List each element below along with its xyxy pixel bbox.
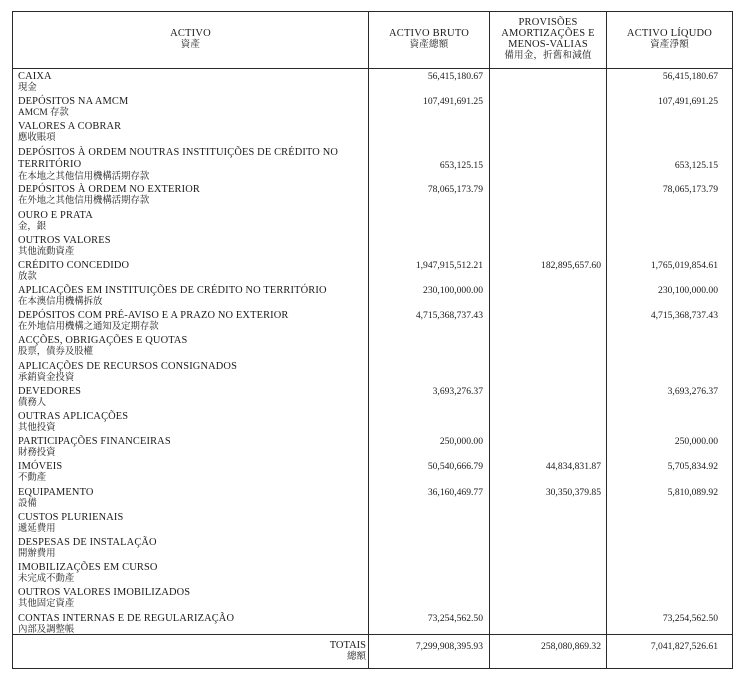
header-label: ACTIVO BRUTO xyxy=(388,28,470,39)
table-row xyxy=(13,612,732,637)
totals-label xyxy=(330,640,366,663)
row-label-pt: OUTRAS APLICAÇÕES xyxy=(18,411,129,423)
total-activo-liquido: 7,041,827,526.61 xyxy=(650,641,718,652)
table-row xyxy=(13,536,732,561)
row-label-zh: 在本地之其他信用機構活期存款 xyxy=(18,171,150,182)
activo-liquido-value: 230,100,000.00 xyxy=(658,285,718,297)
row-label-zh: AMCM 存款 xyxy=(18,108,69,119)
row-label-pt: DESPESAS DE INSTALAÇÃO xyxy=(18,536,157,548)
row-label-pt: DEVEDORES xyxy=(18,385,82,397)
table-row xyxy=(13,309,732,334)
activo-bruto-value: 1,947,915,512.21 xyxy=(415,259,483,271)
row-label-pt: EQUIPAMENTO xyxy=(18,486,94,498)
row-label-pt: CAIXA xyxy=(18,71,52,82)
row-label-zh: 內部及調整帳 xyxy=(18,624,75,635)
activo-liquido-value: 250,000.00 xyxy=(674,436,718,448)
row-label-zh: 應收賬項 xyxy=(18,133,56,144)
header-label: PROVISÕES xyxy=(518,17,578,28)
activo-bruto-value: 73,254,562.50 xyxy=(427,612,483,624)
header-label: ACTIVO xyxy=(170,28,211,39)
row-label-zh: 在外地之其他信用機構活期存款 xyxy=(18,196,150,207)
row-label-pt: ACÇÕES, OBRIGAÇÕES E QUOTAS xyxy=(18,335,188,347)
header-activo-liquido xyxy=(607,12,732,67)
row-label-pt: APLICAÇÕES EM INSTITUIÇÕES DE CRÉDITO NO TERRITÓRIO xyxy=(18,285,327,297)
activo-liquido-value: 4,715,368,737.43 xyxy=(650,310,718,322)
activo-liquido-value: 5,810,089.92 xyxy=(667,486,718,498)
row-label-zh: 設備 xyxy=(18,498,37,509)
row-label-pt: DEPÓSITOS À ORDEM NOUTRAS INSTITUIÇÕES DE CRÉDITO NO xyxy=(18,146,339,158)
table-body xyxy=(13,70,732,637)
row-label-pt: OUTROS VALORES xyxy=(18,234,111,246)
table-row xyxy=(13,360,732,385)
activo-bruto-value: 50,540,666.79 xyxy=(427,461,483,473)
activo-bruto-value: 230,100,000.00 xyxy=(423,285,483,297)
row-label-pt: CRÉDITO CONCEDIDO xyxy=(18,259,130,271)
row-label-zh: 財務投資 xyxy=(18,448,56,459)
balance-sheet-table xyxy=(12,11,733,669)
row-label-zh: 在本澳信用機構拆放 xyxy=(18,297,103,308)
provisoes-value: 44,834,831.87 xyxy=(545,461,601,473)
activo-liquido-value: 1,765,019,854.61 xyxy=(650,259,718,271)
activo-liquido-value: 73,254,562.50 xyxy=(662,612,718,624)
row-label-pt: DEPÓSITOS NA AMCM xyxy=(18,96,129,108)
row-label-pt: IMÓVEIS xyxy=(18,461,63,473)
table-row xyxy=(13,209,732,234)
row-label-zh: 遞延費用 xyxy=(18,523,56,534)
total-provisoes: 258,080,869.32 xyxy=(541,641,601,652)
header-label-zh: 資產總額 xyxy=(409,40,449,50)
row-label-zh: 現金 xyxy=(18,83,37,93)
row-label-pt: CUSTOS PLURIENAIS xyxy=(18,511,124,523)
row-label-zh: 未完成不動產 xyxy=(18,574,75,585)
row-label-zh: 其他固定資產 xyxy=(18,599,75,610)
table-row xyxy=(13,95,732,120)
totals-row xyxy=(13,636,732,668)
table-row xyxy=(13,183,732,208)
row-label-pt: TERRITÓRIO xyxy=(18,159,82,171)
table-row xyxy=(13,410,732,435)
activo-bruto-value: 56,415,180.67 xyxy=(427,71,483,82)
row-label-zh: 其他投資 xyxy=(18,423,56,434)
activo-bruto-value: 107,491,691.25 xyxy=(423,96,483,108)
row-label-zh: 股票，債券及股權 xyxy=(18,347,94,358)
table-row xyxy=(13,561,732,586)
activo-liquido-value: 653,125.15 xyxy=(674,159,718,171)
activo-liquido-value: 3,693,276.37 xyxy=(667,385,718,397)
provisoes-value: 30,350,379.85 xyxy=(545,486,601,498)
header-label-zh: 資產 xyxy=(180,40,201,50)
table-row xyxy=(13,120,732,145)
table-row xyxy=(13,511,732,536)
row-label-zh: 在外地信用機構之通知及定期存款 xyxy=(18,322,159,333)
table-row xyxy=(13,486,732,511)
row-label-pt: DEPÓSITOS À ORDEM NO EXTERIOR xyxy=(18,184,200,196)
header-activo xyxy=(13,12,368,67)
row-label-zh: 放款 xyxy=(18,271,37,282)
header-provisoes xyxy=(490,12,606,67)
table-row xyxy=(13,435,732,460)
totals-label-zh: 總額 xyxy=(346,651,366,662)
row-label-pt: APLICAÇÕES DE RECURSOS CONSIGNADOS xyxy=(18,360,238,372)
table-row xyxy=(13,460,732,485)
row-label-zh: 金，銀 xyxy=(18,221,47,232)
header-label: ACTIVO LÍQUDO xyxy=(626,28,713,39)
table-row xyxy=(13,586,732,611)
row-label-pt: PARTICIPAÇÕES FINANCEIRAS xyxy=(18,436,171,448)
activo-bruto-value: 3,693,276.37 xyxy=(432,385,483,397)
activo-bruto-value: 653,125.15 xyxy=(439,159,483,171)
row-label-zh: 開辦費用 xyxy=(18,548,56,559)
row-label-zh: 不動產 xyxy=(18,473,47,484)
table-row xyxy=(13,146,732,184)
row-label-pt: DEPÓSITOS COM PRÉ-AVISO E A PRAZO NO EXTERIOR xyxy=(18,310,289,322)
activo-liquido-value: 78,065,173.79 xyxy=(662,184,718,196)
row-label-pt: OUTROS VALORES IMOBILIZADOS xyxy=(18,587,191,599)
row-label-pt: VALORES A COBRAR xyxy=(18,121,122,133)
row-label-pt: OURO E PRATA xyxy=(18,209,93,221)
table-row xyxy=(13,259,732,284)
activo-bruto-value: 250,000.00 xyxy=(439,436,483,448)
totals-label-pt: TOTAIS xyxy=(329,640,366,651)
table-row xyxy=(13,234,732,259)
row-label-pt: IMOBILIZAÇÕES EM CURSO xyxy=(18,562,158,574)
activo-liquido-value: 107,491,691.25 xyxy=(658,96,718,108)
total-activo-bruto: 7,299,908,395.93 xyxy=(415,641,483,652)
provisoes-value: 182,895,657.60 xyxy=(541,259,601,271)
row-label-zh: 承銷資金投資 xyxy=(18,372,75,383)
activo-bruto-value: 36,160,469.77 xyxy=(427,486,483,498)
activo-liquido-value: 56,415,180.67 xyxy=(662,71,718,82)
activo-liquido-value: 5,705,834.92 xyxy=(667,461,718,473)
table-row xyxy=(13,70,732,95)
header-label-zh: 備用金，折舊和減值 xyxy=(504,51,592,61)
header-activo-bruto xyxy=(369,12,489,67)
table-row xyxy=(13,334,732,359)
header-label: MENOS-VALIAS xyxy=(508,39,588,50)
activo-bruto-value: 78,065,173.79 xyxy=(427,184,483,196)
table-row xyxy=(13,284,732,309)
row-label-pt: CONTAS INTERNAS E DE REGULARIZAÇÃO xyxy=(18,612,235,624)
row-label-zh: 債務人 xyxy=(18,397,47,408)
header-label-zh: 資產淨額 xyxy=(650,40,689,50)
table-row xyxy=(13,385,732,410)
header-label: AMORTIZAÇÕES E xyxy=(501,28,595,39)
row-label-zh: 其他流動資產 xyxy=(18,246,75,257)
header-divider xyxy=(13,68,732,69)
activo-bruto-value: 4,715,368,737.43 xyxy=(415,310,483,322)
